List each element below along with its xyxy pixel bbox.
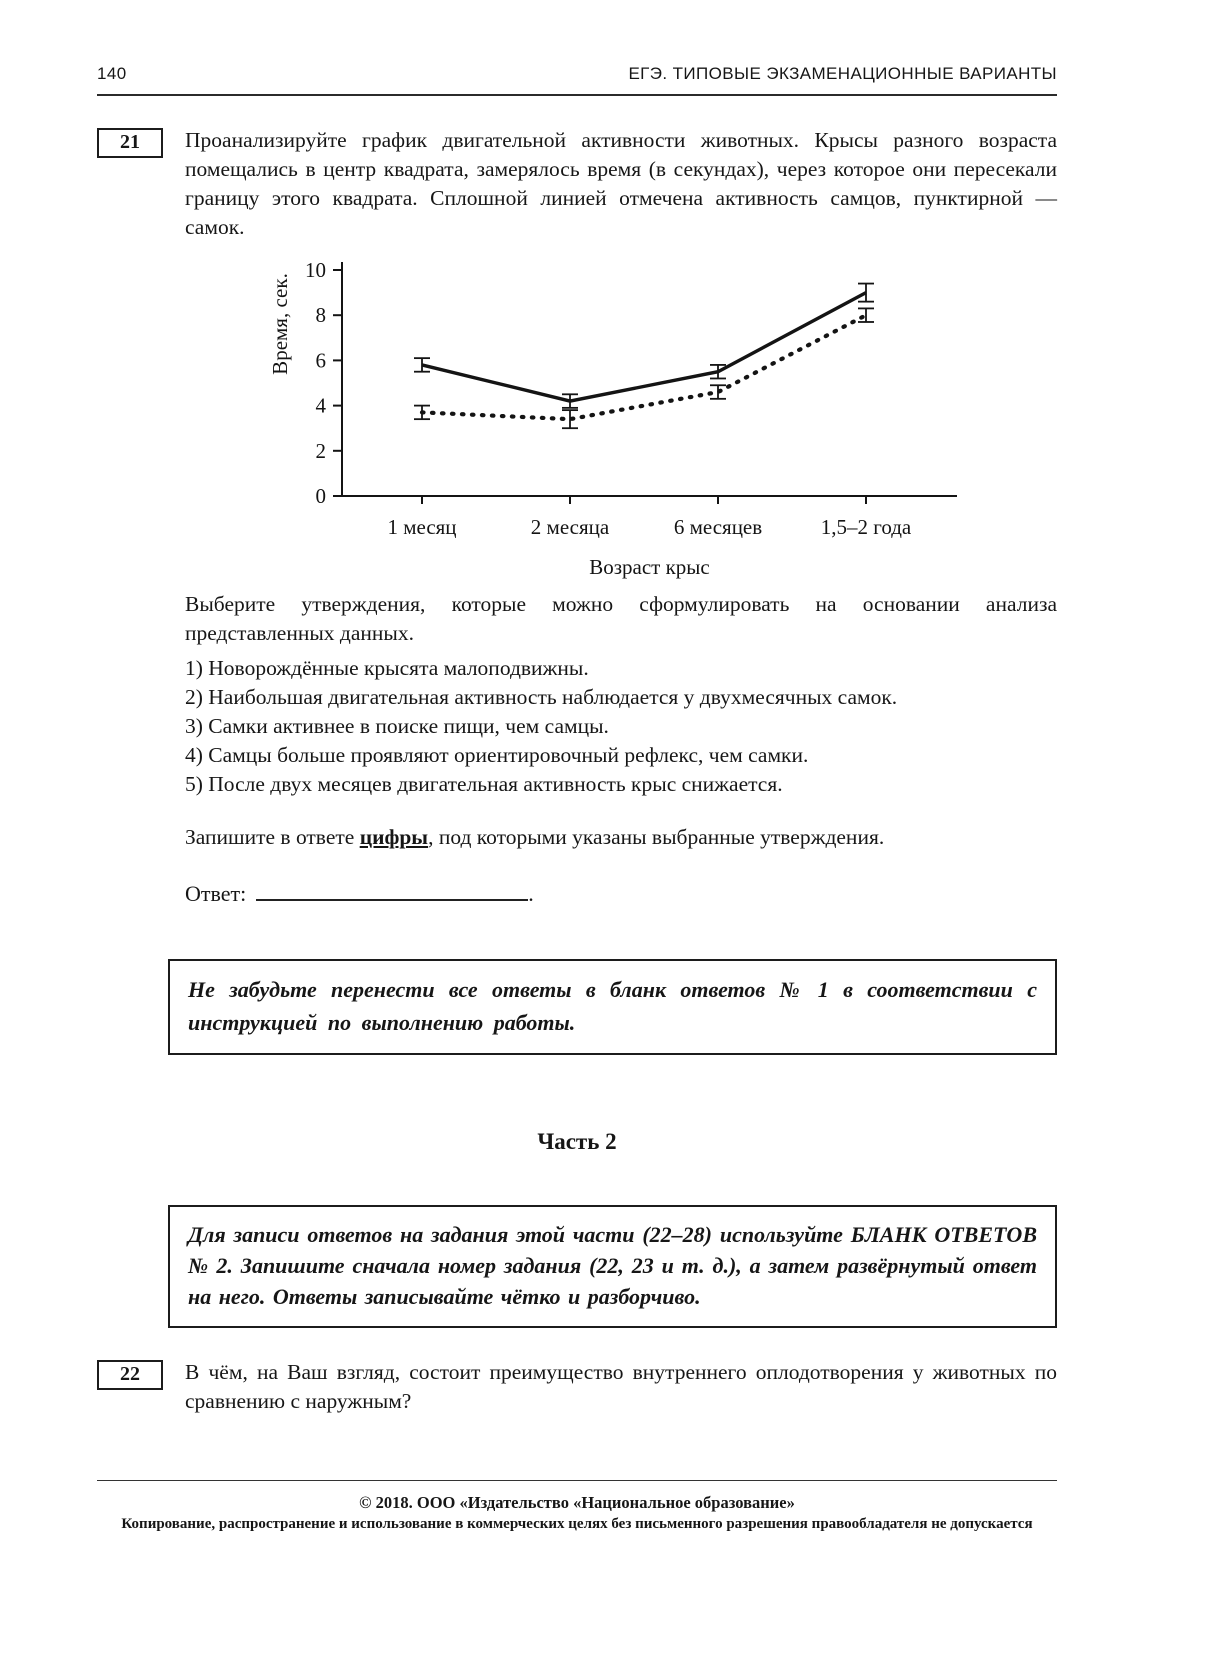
- part-2-title: Часть 2: [537, 1129, 617, 1155]
- svg-text:6: 6: [315, 348, 326, 373]
- svg-text:10: 10: [305, 258, 326, 282]
- svg-text:0: 0: [315, 484, 326, 508]
- task-22: [97, 1358, 1057, 1416]
- copyright-line: © 2018. ООО «Издательство «Национальное образование»: [359, 1493, 795, 1512]
- svg-text:Время, сек.: Время, сек.: [268, 273, 292, 375]
- running-header: [97, 64, 1057, 84]
- svg-text:1 месяц: 1 месяц: [387, 515, 457, 539]
- svg-text:1,5–2 года: 1,5–2 года: [820, 515, 912, 539]
- activity-chart-svg: [267, 254, 967, 580]
- task-22-number: 22: [120, 1363, 140, 1386]
- statement-option: 2) Наибольшая двигательная активность наблюдается у двухмесячных самок.: [185, 685, 898, 709]
- svg-text:4: 4: [315, 393, 326, 418]
- part-2-instructions-notice: Для записи ответов на задания этой части (22–28) используйте БЛАНК ОТВЕТОВ № 2. Запишите сначала номер задания (22, 23 и т. д.), а затем развёрнутый ответ на него. Ответы записывайте чётко и разборчиво.: [168, 1205, 1057, 1328]
- answer-period: .: [528, 881, 534, 907]
- svg-text:Возраст крыс: Возраст крыс: [589, 555, 710, 579]
- write-digits-instruction: [185, 823, 1057, 852]
- statements-list: [185, 654, 1057, 799]
- statement-option: 4) Самцы больше проявляют ориентировочный рефлекс, чем самки.: [185, 743, 809, 767]
- svg-text:2 месяца: 2 месяца: [530, 515, 610, 539]
- task-21-intro: Проанализируйте график двигательной активности животных. Крысы разного возраста помещались в центр квадрата, замерялось время (в секундах), через которое они пересекали границу этого квадрата. Сплошной линией отмечена активность самцов, пунктирной — самок.: [185, 128, 1057, 239]
- footer-rule: [97, 1480, 1057, 1481]
- transfer-answers-notice: Не забудьте перенести все ответы в бланк ответов № 1 в соответствии с инструкцией по выполнению работы.: [168, 959, 1057, 1055]
- answer-line: [185, 878, 1057, 909]
- page-number: 140: [97, 64, 127, 83]
- write-digits-suffix: , под которыми указаны выбранные утверждения.: [428, 825, 885, 849]
- task-21-number: 21: [120, 131, 140, 153]
- activity-chart: [267, 254, 1057, 580]
- answer-label: Ответ:: [185, 881, 247, 907]
- svg-text:6 месяцев: 6 месяцев: [673, 515, 763, 539]
- statement-option: 3) Самки активнее в поиске пищи, чем самцы.: [185, 714, 609, 738]
- write-digits-prefix: Запишите в ответе: [185, 825, 360, 849]
- page-footer: [97, 1480, 1057, 1533]
- copy-restriction-line: Копирование, распространение и использование в коммерческих целях без письменного разрешения правообладателя не допускается: [121, 1516, 1033, 1532]
- write-digits-keyword: цифры: [359, 825, 429, 849]
- answer-blank-field[interactable]: [256, 878, 528, 901]
- choose-statements-text: Выберите утверждения, которые можно сформулировать на основании анализа представленных данных.: [185, 592, 1057, 645]
- task-21-content: [185, 126, 1057, 909]
- task-22-text: В чём, на Ваш взгляд, состоит преимущество внутреннего оплодотворения у животных по сравнению с наружным?: [185, 1360, 1057, 1414]
- task-22-number-box: [97, 1360, 163, 1390]
- statement-option: 1) Новорождённые крысята малоподвижны.: [185, 656, 589, 680]
- header-rule: [97, 94, 1057, 96]
- task-22-content: [185, 1358, 1057, 1416]
- task-21: [97, 126, 1057, 909]
- task-21-number-box: [97, 128, 163, 158]
- statement-option: 5) После двух месяцев двигательная активность крыс снижается.: [185, 772, 783, 796]
- svg-text:8: 8: [315, 303, 326, 328]
- header-title: ЕГЭ. ТИПОВЫЕ ЭКЗАМЕНАЦИОННЫЕ ВАРИАНТЫ: [628, 64, 1057, 83]
- svg-text:2: 2: [315, 438, 326, 463]
